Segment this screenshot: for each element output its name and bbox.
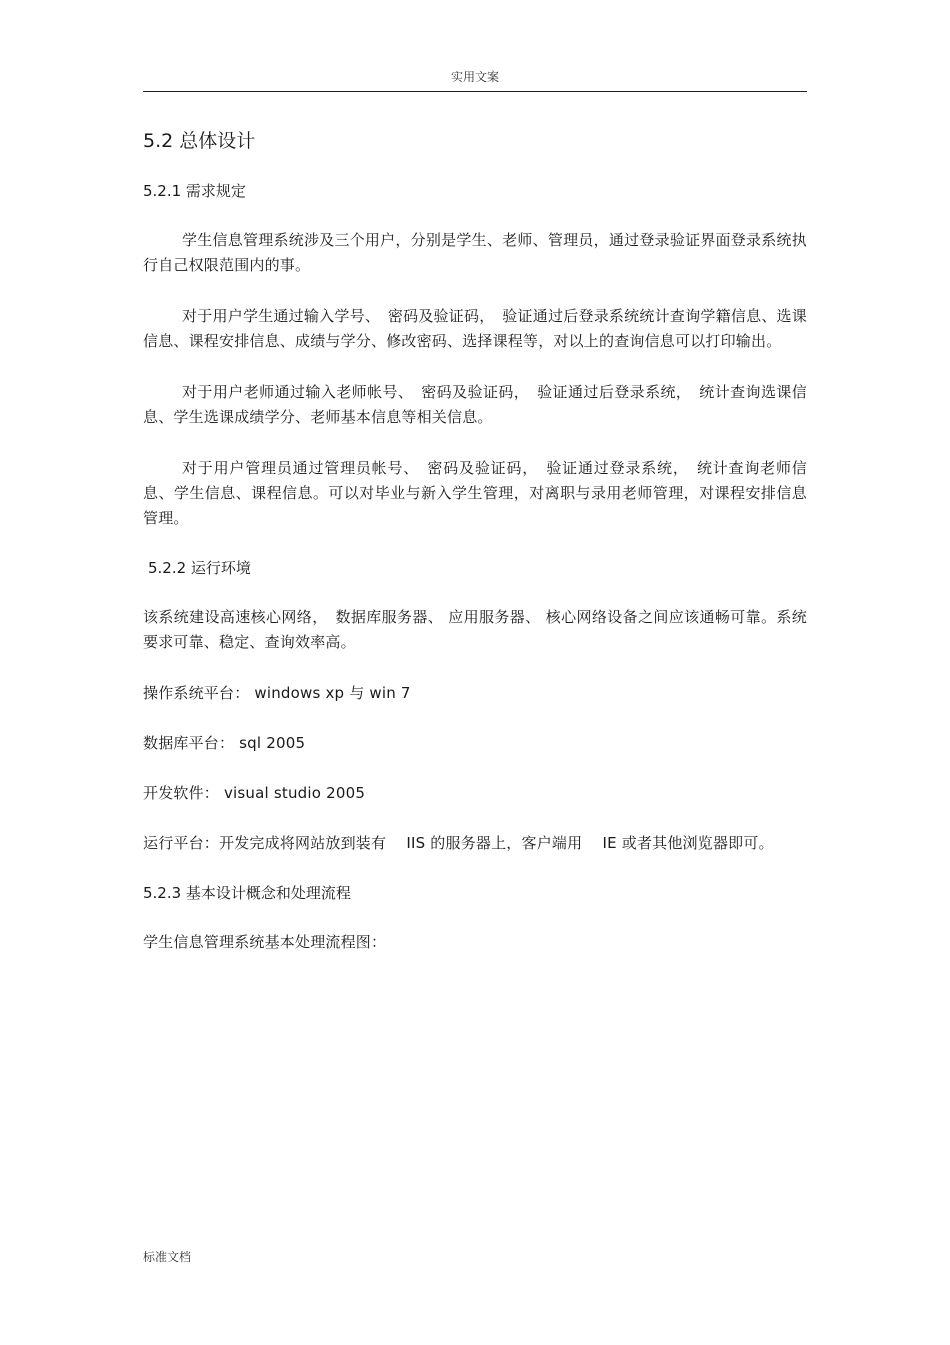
subsection-title-environment: 5.2.2 运行环境 [148, 559, 251, 577]
paragraph-teacher-user: 对于用户老师通过输入老师帐号、 密码及验证码， 验证通过后登录系统， 统计查询选课信息、学生选课成绩学分、老师基本信息等相关信息。 [143, 383, 807, 426]
paragraph-requirements-overview: 学生信息管理系统涉及三个用户，分别是学生、老师、管理员，通过登录验证界面登录系统执行自己权限范围内的事。 [143, 231, 807, 274]
paragraph-flowchart-caption: 学生信息管理系统基本处理流程图： [143, 933, 387, 951]
paragraph-db-platform: 数据库平台： sql 2005 [143, 734, 306, 752]
paragraph-run-platform: 运行平台：开发完成将网站放到装有 IIS 的服务器上，客户端用 IE 或者其他浏览器即可。 [143, 834, 774, 852]
page-footer: 标准文档 [143, 1250, 192, 1264]
paragraph-student-user: 对于用户学生通过输入学号、 密码及验证码， 验证通过后登录系统统计查询学籍信息、选课信息、课程安排信息、成绩与学分、修改密码、选择课程等，对以上的查询信息可以打印输出。 [143, 307, 807, 350]
section-title: 5.2 总体设计 [143, 130, 256, 152]
document-body [143, 126, 807, 981]
header-divider [143, 91, 807, 92]
page-header: 实用文案 [450, 70, 499, 84]
subsection-title-design-flow: 5.2.3 基本设计概念和处理流程 [143, 884, 351, 902]
paragraph-network: 该系统建设高速核心网络， 数据库服务器、 应用服务器、 核心网络设备之间应该通畅可靠。系统要求可靠、稳定、查询效率高。 [143, 608, 807, 651]
subsection-title-requirements: 5.2.1 需求规定 [143, 182, 246, 200]
paragraph-os-platform: 操作系统平台： windows xp 与 win 7 [143, 684, 411, 702]
paragraph-admin-user: 对于用户管理员通过管理员帐号、 密码及验证码， 验证通过登录系统， 统计查询老师信息、学生信息、课程信息。可以对毕业与新入学生管理，对离职与录用老师管理，对课程安排信息管理。 [143, 459, 807, 527]
paragraph-dev-software: 开发软件： visual studio 2005 [143, 784, 366, 802]
